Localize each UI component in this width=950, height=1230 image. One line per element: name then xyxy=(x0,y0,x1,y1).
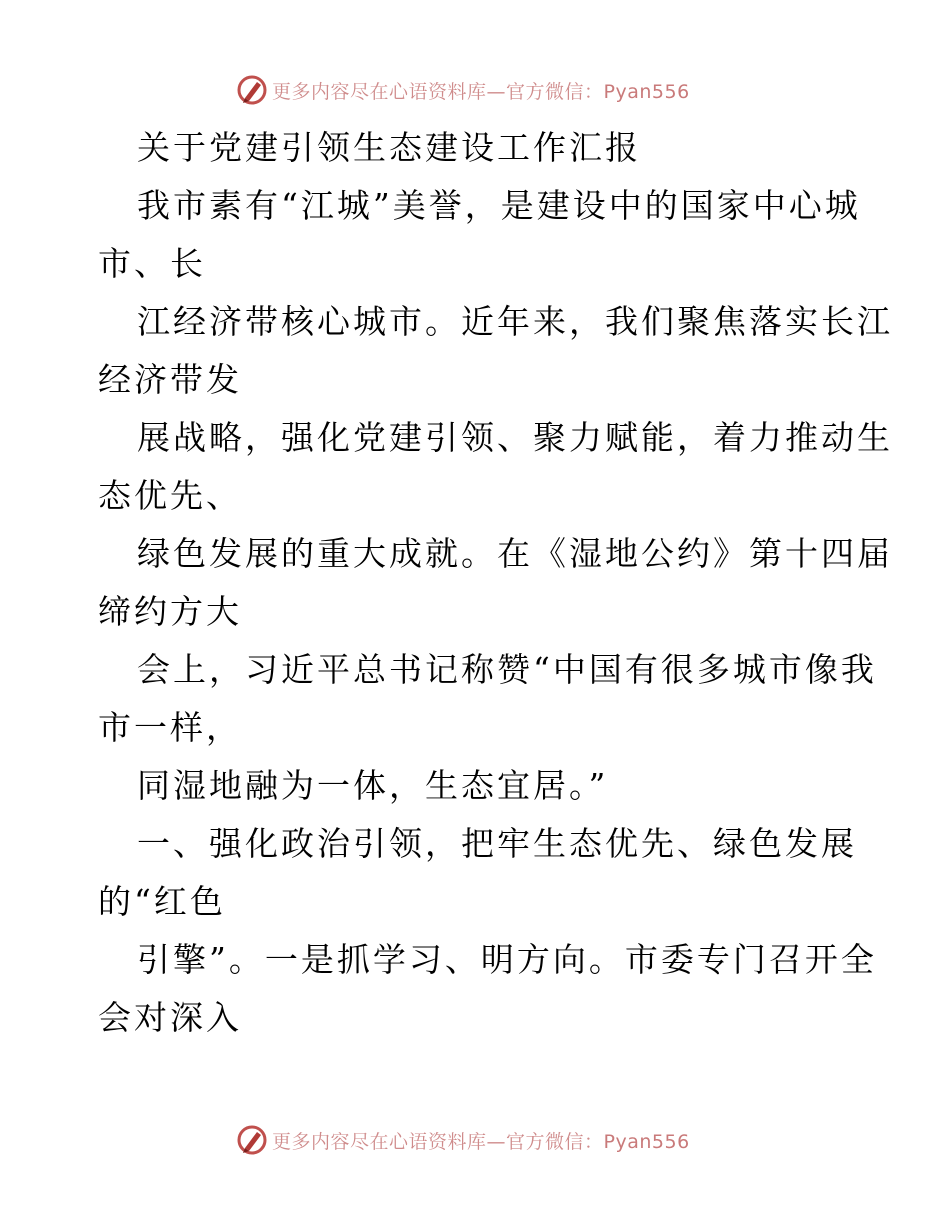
watermark-text: 更多内容尽在心语资料库—官方微信：Pyan556 xyxy=(272,80,690,103)
text-line: 展战略，强化党建引领、聚力赋能，着力推动生 xyxy=(137,418,893,457)
text-line: 的“红色 xyxy=(98,882,226,921)
text-line: 同湿地融为一体，生态宜居。” xyxy=(137,766,609,805)
pen-logo-icon xyxy=(236,1124,268,1156)
text-line: 我市素有“江城”美誉，是建设中的国家中心城 xyxy=(137,186,861,225)
header-watermark xyxy=(0,68,950,112)
text-line: 态优先、 xyxy=(98,476,242,515)
text-line: 缔约方大 xyxy=(98,592,242,631)
text-line: 市、长 xyxy=(98,244,206,283)
pen-logo-icon xyxy=(236,74,268,106)
footer-watermark xyxy=(0,1118,950,1162)
text-line: 市一样， xyxy=(98,708,242,747)
text-line: 经济带发 xyxy=(98,360,242,399)
watermark-text: 更多内容尽在心语资料库—官方微信：Pyan556 xyxy=(272,1130,690,1153)
text-line: 江经济带核心城市。近年来，我们聚焦落实长江 xyxy=(137,302,893,341)
document-title: 关于党建引领生态建设工作汇报 xyxy=(137,128,641,167)
text-line: 引擎”。一是抓学习、明方向。市委专门召开全 xyxy=(137,940,877,979)
text-line: 绿色发展的重大成就。在《湿地公约》第十四届 xyxy=(137,534,893,573)
text-line: 会上，习近平总书记称赞“中国有很多城市像我 xyxy=(137,650,877,689)
text-line: 会对深入 xyxy=(98,998,242,1037)
section-heading: 一、强化政治引领，把牢生态优先、绿色发展 xyxy=(137,824,857,863)
